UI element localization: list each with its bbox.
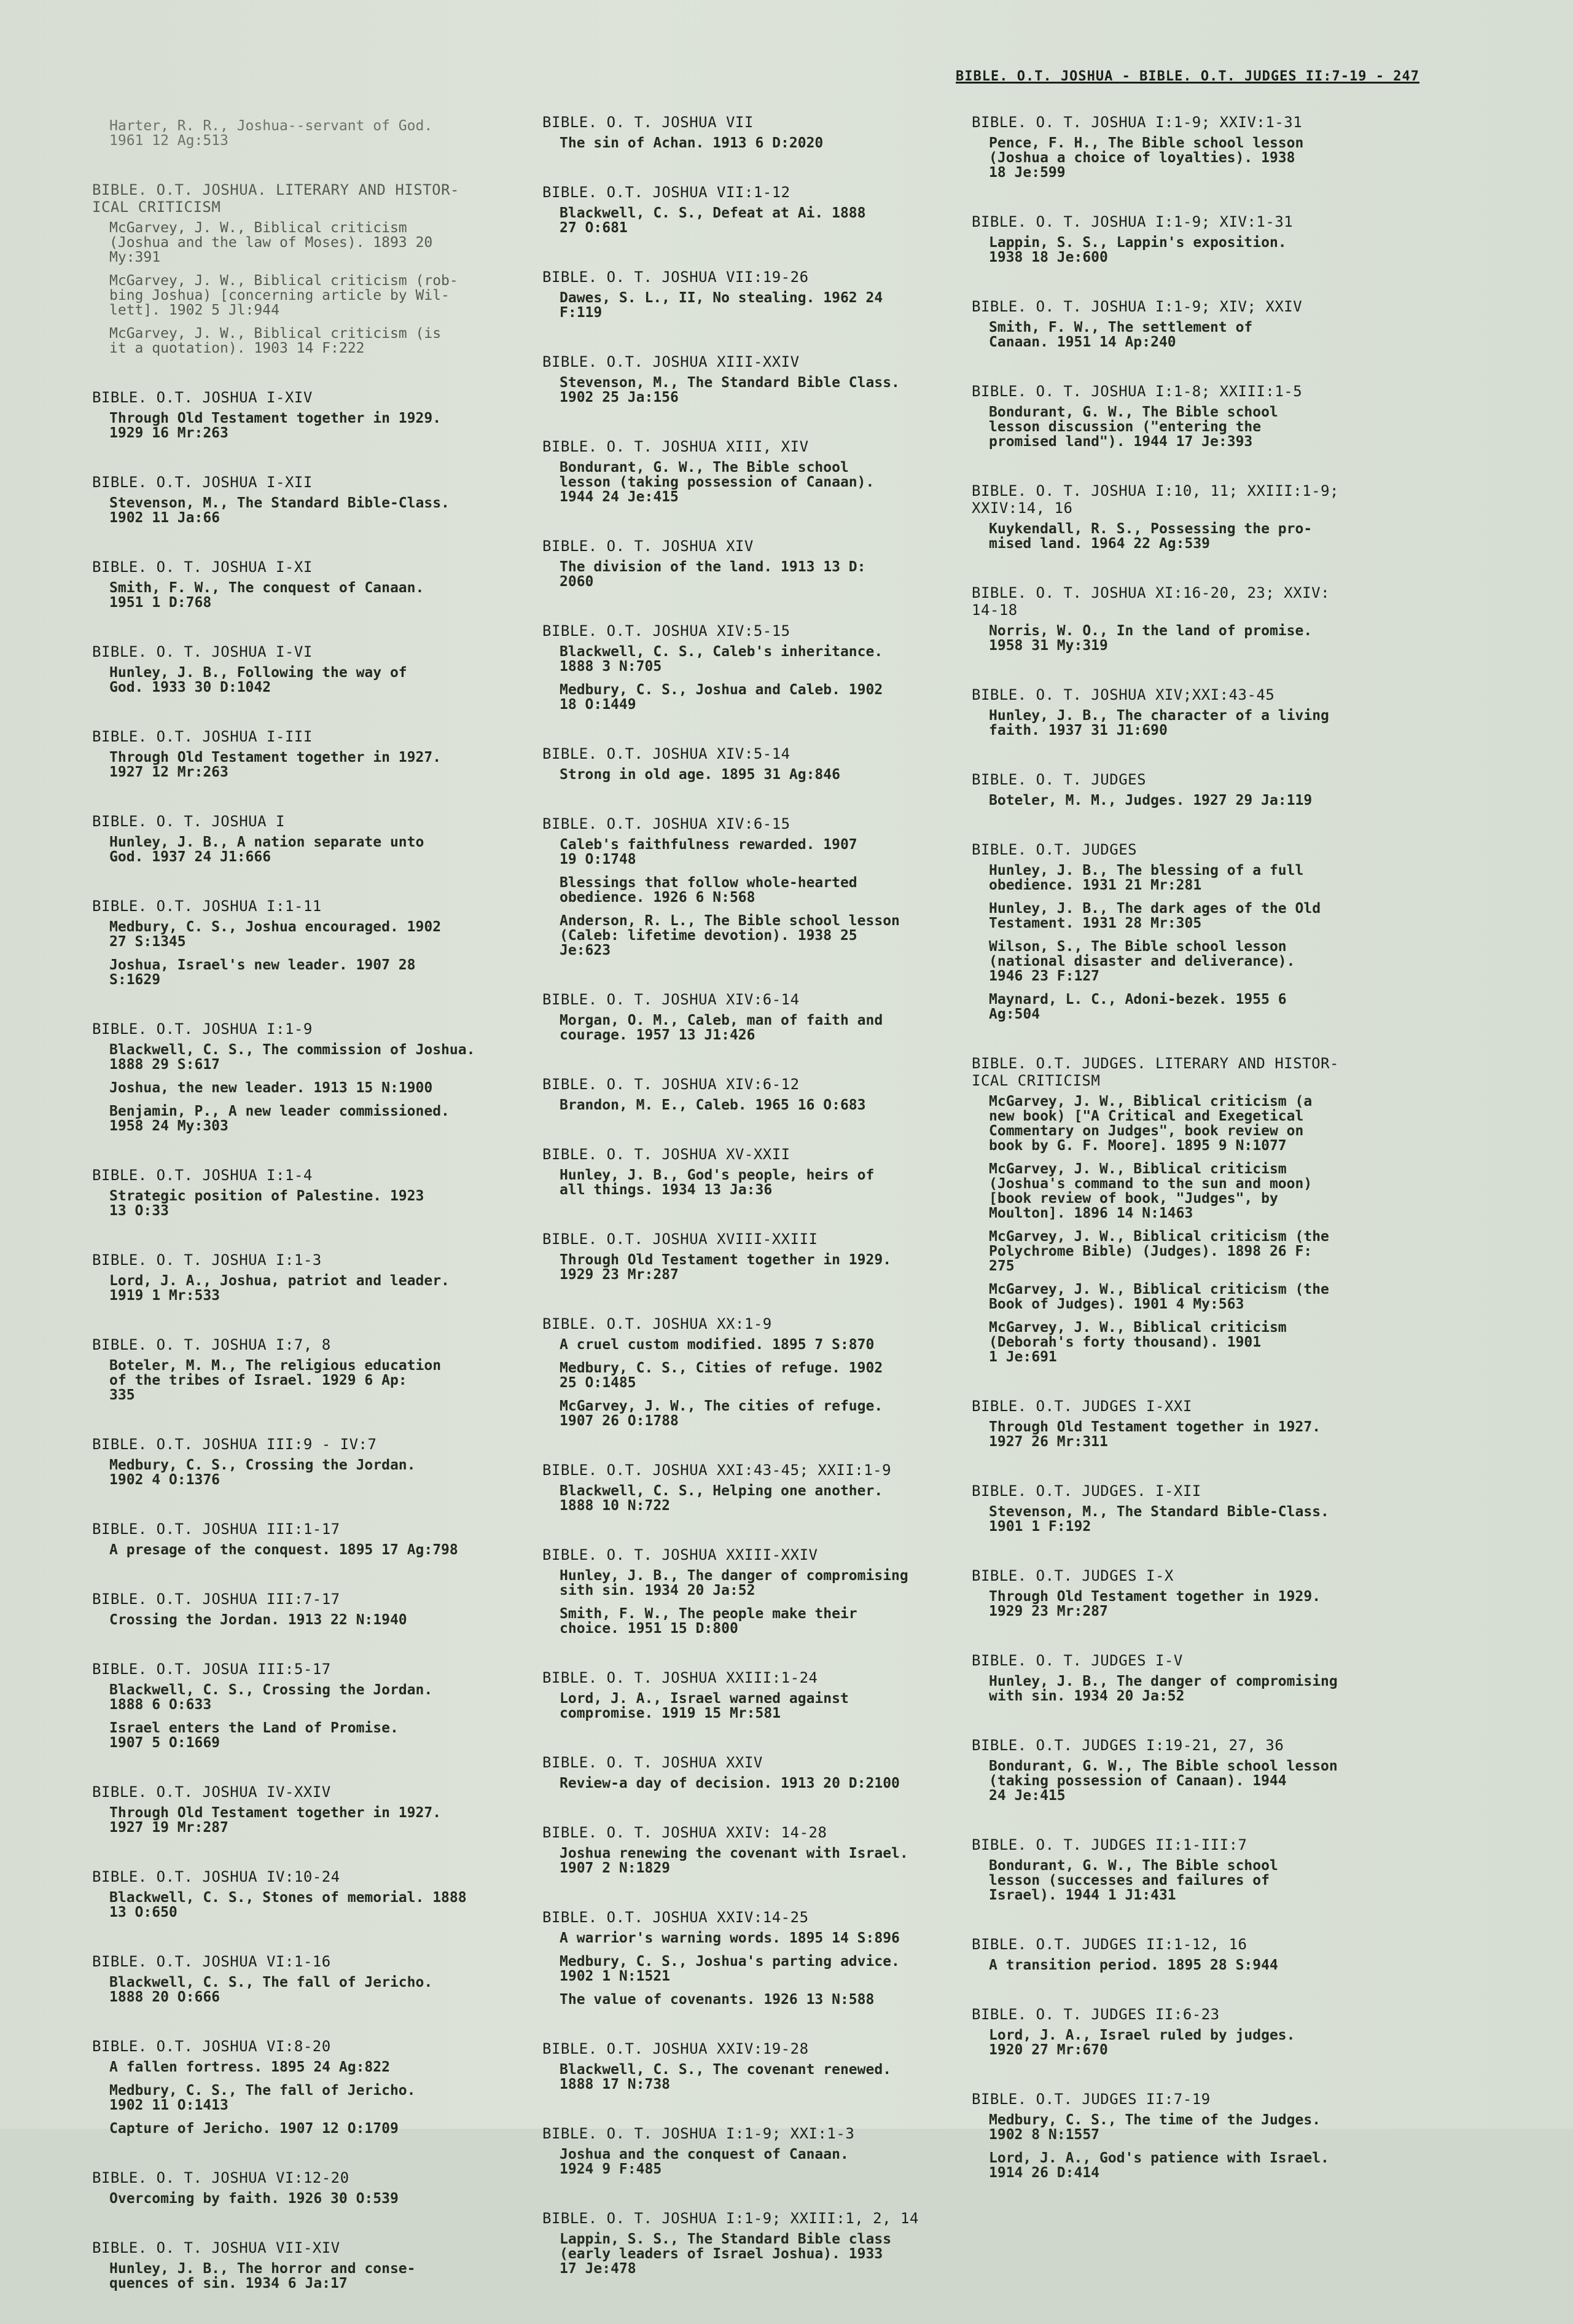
entry-citations	[92, 1806, 516, 1835]
index-entry	[542, 1546, 966, 1645]
citation: Hunley, J. B., The danger of compromising with sin. 1934 20 Ja:52	[989, 1673, 1338, 1704]
entry-heading: BIBLE. O.T. JOSHUA I:1-9	[92, 1020, 313, 1038]
index-entry	[92, 898, 516, 996]
citation: Dawes, S. L., II, No stealing. 1962 24 F:119	[560, 290, 883, 321]
entry-citations	[542, 767, 966, 782]
citation: Anderson, R. L., The Bible school lesson (Caleb: lifetime devotion). 1938 25 Je:623	[560, 913, 900, 958]
citation: Capture of Jericho. 1907 12 O:1709	[109, 2121, 399, 2137]
column-1	[92, 114, 516, 2324]
citation: Hunley, J. B., The character of a living faith. 1937 31 J1:690	[989, 708, 1329, 738]
entry-citations	[542, 644, 966, 712]
entry-citations	[972, 863, 1395, 1022]
entry-citations	[542, 1846, 966, 1876]
index-entry	[972, 383, 1395, 458]
citation: Boteler, M. M., Judges. 1927 29 Ja:119	[989, 792, 1313, 808]
index-entry	[972, 841, 1395, 1030]
entry-heading: BIBLE. O. T. JOSHUA I:1-9; XXIV:1-31	[972, 114, 1303, 131]
citation: A warrior's warning words. 1895 14 S:896	[560, 1930, 900, 1946]
entry-citations	[92, 496, 516, 525]
entry-heading: BIBLE. O.T. JOSHUA III:7-17	[92, 1590, 340, 1608]
entry-heading: BIBLE. O. T. JOSHUA I:1-9; XIV:1-31	[972, 213, 1294, 230]
entry-citations	[542, 1168, 966, 1197]
entry-citations	[92, 1683, 516, 1750]
citation: Review-a day of decision. 1913 20 D:2100	[560, 1775, 900, 1791]
index-entry	[542, 1315, 966, 1437]
entry-heading: BIBLE. O.T. JOSHUA VII:1-12	[542, 184, 790, 201]
entry-heading: BIBLE. O.T. JUDGES. LITERARY AND HISTOR- ICAL CRITICISM	[972, 1055, 1339, 1089]
citation: Blackwell, C. S., Helping one another. 1888 10 N:722	[560, 1483, 883, 1514]
entry-heading: BIBLE. O.T. JOSHUA XXIV:14-25	[542, 1909, 809, 1926]
citation: Hunley, J. B., The danger of compromising sith sin. 1934 20 Ja:52	[560, 1568, 908, 1598]
index-entry	[92, 1661, 516, 1759]
entry-citations	[972, 2028, 1395, 2057]
citation: Smith, F. W., The conquest of Canaan. 1951 1 D:768	[109, 580, 424, 611]
entry-citations	[542, 837, 966, 958]
entry-heading: BIBLE. O.T. JOSHUA I-III	[92, 728, 313, 745]
index-entry	[972, 213, 1395, 273]
citation: Medbury, C. S., Joshua encouraged. 1902 27 S:1345	[109, 919, 442, 950]
citation: Joshua renewing the covenant with Israel. 1907 2 N:1829	[560, 1845, 908, 1876]
citation: Joshua, the new leader. 1913 15 N:1900	[109, 1080, 433, 1096]
citation: Harter, R. R., Joshua--servant of God. 1961 12 Ag:513	[109, 118, 433, 149]
entry-citations	[92, 581, 516, 610]
citation: McGarvey, J. W., Biblical criticism (the Book of Judges). 1901 4 My:563	[989, 1281, 1329, 1312]
index-entry	[542, 1754, 966, 1799]
index-entry	[542, 2040, 966, 2100]
index-entry	[92, 1953, 516, 2013]
entry-heading: BIBLE. O. T. JOSHUA I:1-8; XXIII:1-5	[972, 383, 1303, 400]
entry-heading: BIBLE. O. T. JUDGES I-V	[972, 1652, 1183, 1669]
index-entry	[92, 1590, 516, 1636]
entry-citations	[542, 1931, 966, 2007]
index-entry	[92, 1520, 516, 1566]
entry-heading: BIBLE. O. T. JUDGES II:6-23	[972, 2006, 1220, 2023]
citation: A presage of the conquest. 1895 17 Ag:798	[109, 1542, 458, 1558]
index-entry	[972, 1737, 1395, 1812]
entry-heading: BIBLE. O. T. JOSHUA I	[92, 813, 285, 830]
entry-heading: BIBLE. O.T. JOSHUA XIV:5-15	[542, 622, 790, 640]
entry-citations	[972, 1094, 1395, 1364]
entry-heading: BIBLE. O. T. JOSHUA XIV;XXI:43-45	[972, 686, 1275, 703]
index-entry	[92, 389, 516, 449]
entry-citations	[542, 1776, 966, 1791]
entry-heading: BIBLE. O. T. JOSHUA XI:16-20, 23; XXIV: 14-18	[972, 584, 1330, 619]
citation: McGarvey, J. W., Biblical criticism (the Polychrome Bible) (Judges). 1898 26 F: 275	[989, 1229, 1329, 1274]
index-entry	[92, 2038, 516, 2145]
index-entry	[972, 1936, 1395, 1981]
citation: Strong in old age. 1895 31 Ag:846	[560, 767, 840, 783]
index-entry	[542, 353, 966, 413]
citation: Bondurant, G. W., The Bible school lesson (successes and failures of Israel). 1944 1 J1:431	[989, 1858, 1278, 1903]
citation: Blessings that follow whole-hearted obedience. 1926 6 N:568	[560, 875, 857, 906]
citation: The division of the land. 1913 13 D: 2060	[560, 559, 866, 590]
citation: McGarvey, J. W., Biblical criticism (rob- bing Joshua) [concerning article by Wil- lett]. 1902 5 Jl:944	[109, 273, 458, 318]
index-entry	[542, 1230, 966, 1291]
index-entry	[92, 114, 516, 157]
index-entry	[542, 1909, 966, 2016]
entry-citations	[542, 2232, 966, 2276]
citation: Pence, F. H., The Bible school lesson (Joshua a choice of loyalties). 1938 18 Je:599	[989, 135, 1304, 181]
index-entry	[972, 1482, 1395, 1543]
citation: Brandon, M. E., Caleb. 1965 16 O:683	[560, 1097, 866, 1113]
entry-citations	[92, 1189, 516, 1218]
citation: Blackwell, C. S., The commission of Joshua. 1888 29 S:617	[109, 1042, 475, 1073]
index-entry	[972, 1055, 1395, 1373]
citation: Caleb's faithfulness rewarded. 1907 19 O:1748	[560, 837, 857, 867]
index-entry	[542, 1461, 966, 1522]
citation: Bondurant, G. W., The Bible school lesson (taking possession of Canaan). 1944 24 Je:415	[989, 1758, 1338, 1804]
index-entry	[92, 1251, 516, 1312]
citation: Blackwell, C. S., Stones of memorial. 1888 13 O:650	[109, 1890, 467, 1920]
citation: Lappin, S. S., Lappin's exposition. 1938 18 Je:600	[989, 235, 1287, 265]
entry-heading: BIBLE. O. T. JOSHUA XXIV: 14-28	[542, 1824, 827, 1841]
citation: Smith, F. W., The people make their choice. 1951 15 D:800	[560, 1606, 857, 1637]
entry-heading: BIBLE. O.T. JOSHUA I:1-4	[92, 1167, 313, 1184]
index-entry	[542, 1076, 966, 1121]
entry-heading: BIBLE. O.T. JOSHUA I-XII	[92, 474, 313, 491]
entry-citations	[542, 1568, 966, 1636]
citation: Boteler, M. M., The religious education of the tribes of Israel. 1929 6 Ap: 335	[109, 1358, 442, 1403]
citation: Crossing the Jordan. 1913 22 N:1940	[109, 1612, 407, 1628]
index-entry	[92, 1167, 516, 1227]
citation: Hunley, J. B., God's people, heirs of all things. 1934 13 Ja:36	[560, 1167, 875, 1198]
entry-citations	[92, 2191, 516, 2206]
index-entry	[542, 184, 966, 244]
index-entry	[92, 728, 516, 788]
citation: Hunley, J. B., The blessing of a full obedience. 1931 21 Mr:281	[989, 863, 1304, 893]
index-entry	[972, 1836, 1395, 1911]
entry-heading: BIBLE. O.T. JOSHUA XIV:5-14	[542, 745, 790, 762]
entry-heading: BIBLE. O.T. JUDGES I:19-21, 27, 36	[972, 1737, 1284, 1754]
index-entry	[972, 686, 1395, 746]
index-entry	[92, 813, 516, 873]
index-entry	[972, 1652, 1395, 1712]
entry-citations	[92, 2060, 516, 2136]
citation: Wilson, S., The Bible school lesson (national disaster and deliverance). 1946 23 F:127	[989, 939, 1295, 984]
entry-citations	[972, 522, 1395, 551]
citation: Blackwell, C. S., Crossing the Jordan. 1888 6 O:633	[109, 1682, 433, 1713]
entry-citations	[972, 708, 1395, 738]
entry-citations	[972, 320, 1395, 350]
citation: Blackwell, C. S., Caleb's inheritance. 1888 3 N:705	[560, 644, 883, 675]
index-entry	[542, 1669, 966, 1729]
citation: McGarvey, J. W., Biblical criticism (Joshua and the law of Moses). 1893 20 My:391	[109, 220, 433, 265]
entry-heading: BIBLE. O. T. JOSHUA I:1-9; XIV; XXIV	[972, 298, 1303, 315]
entry-heading: BIBLE. O.T. JUDGES II:7-19	[972, 2091, 1211, 2108]
citation: Through Old Testament together in 1929. 1929 23 Mr:287	[989, 1589, 1321, 1619]
citation: Medbury, C. S., Joshua's parting advice. 1902 1 N:1521	[560, 1954, 900, 1984]
entry-heading: BIBLE. O. T. JOSHUA XV-XXII	[542, 1146, 790, 1163]
entry-citations	[92, 1543, 516, 1557]
index-entry	[972, 1567, 1395, 1627]
entry-citations	[92, 920, 516, 987]
entry-citations	[92, 1458, 516, 1487]
entry-citations	[542, 1013, 966, 1043]
citation: Kuykendall, R. S., Possessing the pro- mised land. 1964 22 Ag:539	[989, 521, 1313, 552]
entry-heading: BIBLE. O. T. JOSHUA VII	[542, 114, 754, 131]
entry-heading: BIBLE. O.T. JUDGES I-XXI	[972, 1398, 1192, 1415]
entry-citations	[92, 1274, 516, 1303]
index-entry	[542, 622, 966, 721]
entry-heading: BIBLE. O. T. JUDGES	[972, 771, 1147, 788]
index-entry	[92, 2239, 516, 2299]
citation: Through Old Testament together in 1927. 1927 26 Mr:311	[989, 1419, 1321, 1450]
citation: McGarvey, J. W., Biblical criticism (Joshua's command to the sun and moon) [book review of book, "Judges", by Moulton]. 1896 14 N:1463	[989, 1161, 1313, 1221]
citation: McGarvey, J. W., Biblical criticism (Deborah's forty thousand). 1901 1 Je:691	[989, 1320, 1287, 1365]
entry-heading: BIBLE. O.T. JOSHUA XXI:43-45; XXII:1-9	[542, 1461, 892, 1479]
entry-citations	[92, 411, 516, 440]
entry-citations	[972, 1759, 1395, 1803]
entry-citations	[972, 136, 1395, 180]
entry-citations	[972, 405, 1395, 449]
entry-heading: BIBLE. O.T. JOSHUA III:1-17	[92, 1520, 340, 1538]
entry-heading: BIBLE. O. T. JOSHUA I:1-3	[92, 1251, 322, 1269]
entry-citations	[92, 1890, 516, 1920]
entry-heading: BIBLE. O. T. JOSHUA I-XI	[92, 558, 313, 576]
citation: Maynard, L. C., Adoni-bezek. 1955 6 Ag:504	[989, 992, 1287, 1022]
entry-heading: BIBLE. O.T. JOSHUA XVIII-XXIII	[542, 1230, 818, 1248]
citation: Norris, W. O., In the land of promise. 1958 31 My:319	[989, 623, 1313, 654]
index-entry	[92, 181, 516, 364]
entry-citations	[972, 1858, 1395, 1903]
entry-citations	[972, 1958, 1395, 1973]
citation: Medbury, C. S., The fall of Jericho. 1902 11 O:1413	[109, 2083, 416, 2113]
entry-citations	[92, 1613, 516, 1627]
entry-heading: BIBLE. O. T. JOSHUA I:10, 11; XXIII:1-9; XXIV:14, 16	[972, 482, 1339, 517]
entry-citations	[92, 1975, 516, 2005]
index-entry	[972, 1398, 1395, 1458]
entry-citations	[542, 1484, 966, 1513]
index-entry	[972, 114, 1395, 189]
entry-heading: BIBLE. O.T. JOSHUA VI:8-20	[92, 2038, 331, 2055]
citation: Israel enters the Land of Promise. 1907 5 O:1669	[109, 1720, 399, 1751]
entry-citations	[972, 235, 1395, 265]
entry-heading: BIBLE. O.T. JOSHUA XXIV:19-28	[542, 2040, 809, 2057]
index-entry	[972, 584, 1395, 662]
entry-heading: BIBLE. O. T. JOSHUA I:1-9; XXI:1-3	[542, 2125, 855, 2142]
citation: Hunley, J. B., A nation separate unto God. 1937 24 J1:666	[109, 834, 424, 865]
index-entry	[542, 991, 966, 1051]
index-entry	[92, 1020, 516, 1142]
index-entry	[92, 643, 516, 703]
index-entry	[972, 2091, 1395, 2189]
citation: Bondurant, G. W., The Bible school lesson discussion ("entering the promised land"). 1944 17 Je:393	[989, 404, 1278, 450]
entry-citations	[542, 2147, 966, 2177]
entry-heading: BIBLE. O.T. JUDGES	[972, 841, 1138, 858]
entry-heading: BIBLE. O.T. JOSHUA VI:1-16	[92, 1953, 331, 1970]
citation: Blackwell, C. S., Defeat at Ai. 1888 27 O:681	[560, 205, 866, 236]
citation: Morgan, O. M., Caleb, man of faith and courage. 1957 13 J1:426	[560, 1012, 883, 1043]
entry-heading: BIBLE. O.T. JOSHUA III:9 - IV:7	[92, 1436, 377, 1453]
entry-citations	[542, 2062, 966, 2092]
citation: McGarvey, J. W., The cities of refuge. 1907 26 O:1788	[560, 1398, 883, 1429]
index-entry	[92, 474, 516, 534]
citation: Lord, J. A., Israel ruled by judges. 1920 27 Mr:670	[989, 2027, 1295, 2058]
citation: A cruel custom modified. 1895 7 S:870	[560, 1337, 875, 1353]
entry-heading: BIBLE. O.T. JUDGES I-X	[972, 1567, 1174, 1584]
entry-citations	[542, 560, 966, 589]
citation: Lord, J. A., Joshua, patriot and leader. 1919 1 Mr:533	[109, 1273, 450, 1304]
index-entry	[972, 482, 1395, 560]
entry-heading: BIBLE. O. T. JOSHUA I:1-9; XXIII:1, 2, 14	[542, 2210, 919, 2227]
index-entry	[542, 114, 966, 159]
citation: Lord, J. A., God's patience with Israel. 1914 26 D:414	[989, 2150, 1329, 2181]
index-entry	[92, 1868, 516, 1928]
index-entry	[92, 2169, 516, 2215]
index-entry	[92, 1336, 516, 1411]
citation: Bondurant, G. W., The Bible school lesson (taking possession of Canaan). 1944 24 Je:415	[560, 460, 875, 505]
entry-heading: BIBLE. O.T. JOSHUA IV-XXIV	[92, 1783, 331, 1801]
entry-heading: BIBLE. O. T. JOSHUA XIV:6-14	[542, 991, 800, 1008]
index-entry	[92, 1436, 516, 1496]
entry-heading: BIBLE. O. T. JUDGES II:1-III:7	[972, 1836, 1247, 1853]
entry-citations	[972, 2113, 1395, 2180]
citation: Lappin, S. S., The Standard Bible class (early leaders of Israel Joshua). 1933 17 Je:478	[560, 2231, 892, 2277]
entry-citations	[542, 375, 966, 405]
citation: A transition period. 1895 28 S:944	[989, 1957, 1278, 1973]
entry-citations	[92, 1358, 516, 1403]
entry-heading: BIBLE. O. T. JOSHUA XXIII:1-24	[542, 1669, 818, 1686]
citation: Stevenson, M., The Standard Bible-Class. 1902 11 Ja:66	[109, 495, 450, 526]
entry-citations	[542, 136, 966, 151]
entry-citations	[92, 119, 516, 148]
citation: Stevenson, M., The Standard Bible Class. 1902 25 Ja:156	[560, 375, 900, 405]
index-entry	[542, 745, 966, 791]
entry-heading: BIBLE. O. T. JOSHUA XIII, XIV	[542, 438, 809, 455]
citation: Through Old Testament together in 1929. 1929 16 Mr:263	[109, 410, 442, 441]
entry-heading: BIBLE. O.T. JOSHUA I-XIV	[92, 389, 313, 406]
column-2	[542, 114, 966, 2309]
entry-citations	[92, 750, 516, 780]
index-entry	[542, 1824, 966, 1884]
entry-heading: BIBLE. O. T. JOSHUA XIV	[542, 538, 754, 555]
citation: Benjamin, P., A new leader commissioned. 1958 24 My:303	[109, 1103, 450, 1134]
citation: Through Old Testament together in 1929. 1929 23 Mr:287	[560, 1252, 892, 1283]
index-entry	[542, 2125, 966, 2185]
citation: Blackwell, C. S., The covenant renewed. 1888 17 N:738	[560, 2062, 892, 2092]
index-entry	[542, 815, 966, 966]
entry-heading: BIBLE. O. T. JOSHUA XXIV	[542, 1754, 763, 1771]
entry-heading: BIBLE. O. T. JOSHUA I:7, 8	[92, 1336, 331, 1353]
entry-citations	[92, 221, 516, 356]
index-entry	[542, 268, 966, 329]
entry-citations	[542, 1337, 966, 1428]
entry-citations	[972, 1589, 1395, 1619]
index-entry	[542, 1146, 966, 1206]
entry-citations	[542, 1098, 966, 1113]
entry-heading: BIBLE. O.T. JUDGES II:1-12, 16	[972, 1936, 1247, 1953]
entry-citations	[972, 793, 1395, 808]
index-entry	[972, 2006, 1395, 2066]
entry-heading: BIBLE. O. T. JOSHUA I-VI	[92, 643, 313, 660]
citation: Overcoming by faith. 1926 30 O:539	[109, 2191, 399, 2207]
citation: Joshua, Israel's new leader. 1907 28 S:1629	[109, 957, 416, 988]
index-entry	[972, 298, 1395, 358]
entry-heading: BIBLE. O.T. JOSHUA. LITERARY AND HISTOR- ICAL CRITICISM	[92, 181, 459, 216]
citation: Lord, J. A., Israel warned against compromise. 1919 15 Mr:581	[560, 1691, 849, 1721]
entry-heading: BIBLE. O.T. JOSHUA XX:1-9	[542, 1315, 772, 1332]
entry-citations	[92, 2261, 516, 2291]
page-header: BIBLE. O.T. JOSHUA - BIBLE. O.T. JUDGES II:7-19 - 247	[956, 69, 1419, 84]
citation: Blackwell, C. S., The fall of Jericho. 1888 20 O:666	[109, 1974, 433, 2005]
entry-citations	[92, 665, 516, 695]
citation: Medbury, C. S., The time of the Judges. 1902 8 N:1557	[989, 2112, 1321, 2143]
column-3	[972, 114, 1395, 2213]
citation: Through Old Testament together in 1927. 1927 19 Mr:287	[109, 1805, 442, 1836]
citation: Medbury, C. S., Crossing the Jordan. 1902 4 O:1376	[109, 1457, 416, 1488]
entry-citations	[92, 835, 516, 864]
entry-citations	[542, 291, 966, 320]
citation: Stevenson, M., The Standard Bible-Class. 1901 1 F:192	[989, 1504, 1329, 1535]
entry-heading: BIBLE. O.T. JUDGES. I-XII	[972, 1482, 1201, 1500]
citation: The sin of Achan. 1913 6 D:2020	[560, 135, 824, 151]
citation: Hunley, J. B., Following the way of God. 1933 30 D:1042	[109, 665, 407, 695]
entry-heading: BIBLE. O.T. JOSHUA XIV:6-15	[542, 815, 790, 832]
entry-citations	[542, 206, 966, 235]
entry-heading: BIBLE. O. T. JOSHUA VII:19-26	[542, 268, 809, 286]
entry-citations	[542, 1691, 966, 1721]
entry-heading: BIBLE. O.T. JOSHUA IV:10-24	[92, 1868, 340, 1885]
index-entry	[542, 538, 966, 598]
citation: Through Old Testament together in 1927. 1927 12 Mr:263	[109, 749, 442, 780]
citation: McGarvey, J. W., Biblical criticism (is it a quotation). 1903 14 F:222	[109, 326, 442, 356]
citation: The value of covenants. 1926 13 N:588	[560, 1992, 875, 2008]
entry-heading: BIBLE. O. T. JOSHUA XIV:6-12	[542, 1076, 800, 1093]
index-entry	[542, 438, 966, 513]
entry-citations	[542, 1253, 966, 1282]
entry-heading: BIBLE. O.T. JOSHUA I:1-11	[92, 898, 322, 915]
citation: McGarvey, J. W., Biblical criticism (a new book) ["A Critical and Exegetical Commentary on Judges", book review on book by G. F. Moore]. 1895 9 N:1077	[989, 1094, 1313, 1154]
entry-citations	[972, 1504, 1395, 1534]
index-entry	[542, 2210, 966, 2285]
entry-citations	[92, 1043, 516, 1133]
index-entry	[92, 1783, 516, 1844]
entry-heading: BIBLE. O.T. JOSHUA XIII-XXIV	[542, 353, 800, 370]
entry-citations	[972, 1420, 1395, 1449]
citation: Hunley, J. B., The dark ages of the Old Testament. 1931 28 Mr:305	[989, 901, 1321, 931]
index-entry	[972, 771, 1395, 816]
entry-heading: BIBLE. O. T. JOSHUA VI:12-20	[92, 2169, 349, 2186]
citation: Joshua and the conquest of Canaan. 1924 9 F:485	[560, 2146, 849, 2177]
citation: A fallen fortress. 1895 24 Ag:822	[109, 2059, 390, 2075]
entry-citations	[972, 624, 1395, 653]
entry-citations	[542, 460, 966, 504]
entry-citations	[972, 1674, 1395, 1704]
citation: Strategic position of Palestine. 1923 13 O:33	[109, 1188, 424, 1219]
citation: Smith, F. W., The settlement of Canaan. 1951 14 Ap:240	[989, 319, 1253, 350]
entry-heading: BIBLE. O. T. JOSHUA VII-XIV	[92, 2239, 340, 2256]
citation: Medbury, C. S., Joshua and Caleb. 1902 18 O:1449	[560, 682, 883, 713]
citation: Medbury, C. S., Cities of refuge. 1902 25 O:1485	[560, 1360, 883, 1391]
index-entry	[92, 558, 516, 619]
entry-heading: BIBLE. O.T. JOSUA III:5-17	[92, 1661, 331, 1678]
entry-heading: BIBLE. O. T. JOSHUA XXIII-XXIV	[542, 1546, 818, 1563]
citation: Hunley, J. B., The horror and conse- quences of sin. 1934 6 Ja:17	[109, 2261, 416, 2291]
